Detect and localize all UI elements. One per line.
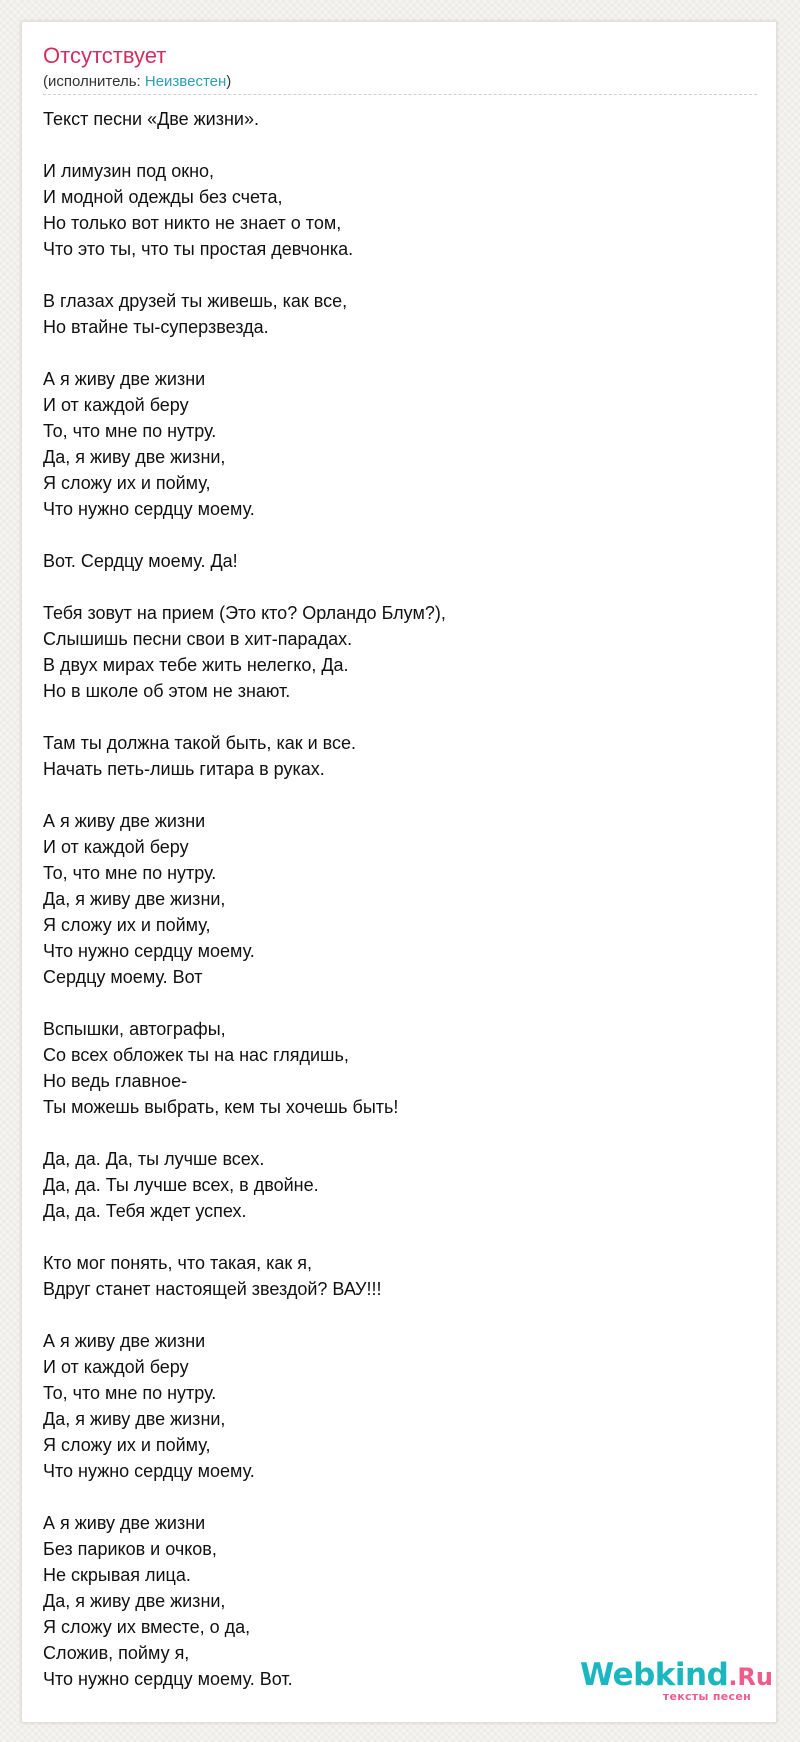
stanza-gap [43, 132, 743, 158]
lyric-line: А я живу две жизни [43, 369, 206, 389]
stanza-gap [43, 782, 743, 808]
lyric-line: Да, я живу две жизни, [43, 889, 226, 909]
lyric-line: Что нужно сердцу моему. [43, 1461, 255, 1481]
lyric-line: Начать петь-лишь гитара в руках. [43, 759, 325, 779]
lyric-line: И от каждой беру [43, 837, 189, 857]
lyric-stanza [43, 548, 743, 574]
lyric-line: Я сложу их и пойму, [43, 915, 211, 935]
lyric-line: Что нужно сердцу моему. [43, 941, 255, 961]
lyrics-card [21, 21, 777, 1723]
lyric-line: И лимузин под окно, [43, 161, 215, 181]
lyric-line: А я живу две жизни [43, 1331, 206, 1351]
lyric-line: Да, я живу две жизни, [43, 1409, 226, 1429]
lyric-line: То, что мне по нутру. [43, 421, 217, 441]
lyrics-stanzas [43, 132, 743, 1692]
lyric-stanza [43, 730, 743, 782]
stanza-gap [43, 262, 743, 288]
performer-suffix: ) [226, 73, 232, 90]
performer-link[interactable]: Неизвестен [144, 73, 227, 90]
lyric-line: Вот. Сердцу моему. Да! [43, 551, 238, 571]
lyric-line: И от каждой беру [43, 395, 189, 415]
lyric-line: Слышишь песни свои в хит-парадах. [43, 629, 353, 649]
lyric-line: Я сложу их вместе, о да, [43, 1617, 251, 1637]
logo-word: Webkind [580, 1657, 729, 1693]
lyric-line: И от каждой беру [43, 1357, 189, 1377]
site-logo[interactable] [580, 1657, 773, 1707]
lyric-line: Да, я живу две жизни, [43, 447, 226, 467]
lyric-line: Не скрывая лица. [43, 1565, 191, 1585]
stanza-gap [43, 522, 743, 548]
lyric-line: Но только вот никто не знает о том, [43, 213, 342, 233]
lyric-line: Да, да. Ты лучше всех, в двойне. [43, 1175, 319, 1195]
performer-line [43, 73, 231, 91]
lyrics-body [43, 106, 743, 1692]
lyrics-heading: Текст песни «Две жизни». [43, 109, 259, 129]
lyric-line: А я живу две жизни [43, 811, 206, 831]
lyric-line: Там ты должна такой быть, как и все. [43, 733, 357, 753]
stanza-gap [43, 1120, 743, 1146]
stanza-gap [43, 990, 743, 1016]
stanza-gap [43, 574, 743, 600]
stanza-gap [43, 1484, 743, 1510]
lyric-line: Со всех обложек ты на нас глядишь, [43, 1045, 349, 1065]
lyric-line: Что нужно сердцу моему. [43, 499, 255, 519]
lyric-stanza [43, 1250, 743, 1302]
lyric-line: Да, да. Да, ты лучше всех. [43, 1149, 265, 1169]
lyric-line: Я сложу их и пойму, [43, 473, 211, 493]
lyric-stanza [43, 808, 743, 990]
lyric-line: Но втайне ты-суперзвезда. [43, 317, 269, 337]
stanza-gap [43, 1224, 743, 1250]
lyric-line: То, что мне по нутру. [43, 1383, 217, 1403]
performer-prefix: (исполнитель: [43, 73, 145, 90]
lyric-line: В глазах друзей ты живешь, как все, [43, 291, 348, 311]
lyric-line: Сложив, пойму я, [43, 1643, 190, 1663]
header-divider [43, 94, 757, 95]
stanza-gap [43, 340, 743, 366]
lyric-stanza [43, 288, 743, 340]
stanza-gap [43, 1302, 743, 1328]
lyric-line: Да, я живу две жизни, [43, 1591, 226, 1611]
lyric-stanza [43, 158, 743, 262]
lyric-line: Вдруг станет настоящей звездой? ВАУ!!! [43, 1279, 382, 1299]
lyric-stanza [43, 600, 743, 704]
lyric-line: Сердцу моему. Вот [43, 967, 203, 987]
logo-tagline: тексты песен [662, 1690, 751, 1703]
lyric-line: То, что мне по нутру. [43, 863, 217, 883]
song-title: Отсутствует [43, 43, 167, 68]
lyric-stanza [43, 366, 743, 522]
lyric-line: Но ведь главное- [43, 1071, 188, 1091]
stanza-gap [43, 704, 743, 730]
lyric-line: Ты можешь выбрать, кем ты хочешь быть! [43, 1097, 399, 1117]
lyric-line: Но в школе об этом не знают. [43, 681, 291, 701]
lyric-stanza [43, 1328, 743, 1484]
lyric-line: И модной одежды без счета, [43, 187, 283, 207]
logo-tld: .Ru [728, 1663, 773, 1691]
lyric-line: Кто мог понять, что такая, как я, [43, 1253, 312, 1273]
lyric-line: Без париков и очков, [43, 1539, 217, 1559]
lyric-stanza [43, 1146, 743, 1224]
lyric-line: Что это ты, что ты простая девчонка. [43, 239, 354, 259]
lyric-line: Что нужно сердцу моему. Вот. [43, 1669, 293, 1689]
lyric-stanza [43, 1016, 743, 1120]
lyric-line: Тебя зовут на прием (Это кто? Орландо Блум?), [43, 603, 446, 623]
lyric-line: А я живу две жизни [43, 1513, 206, 1533]
lyric-line: Вспышки, автографы, [43, 1019, 226, 1039]
lyric-line: Да, да. Тебя ждет успех. [43, 1201, 247, 1221]
lyric-line: В двух мирах тебе жить нелегко, Да. [43, 655, 349, 675]
lyric-line: Я сложу их и пойму, [43, 1435, 211, 1455]
